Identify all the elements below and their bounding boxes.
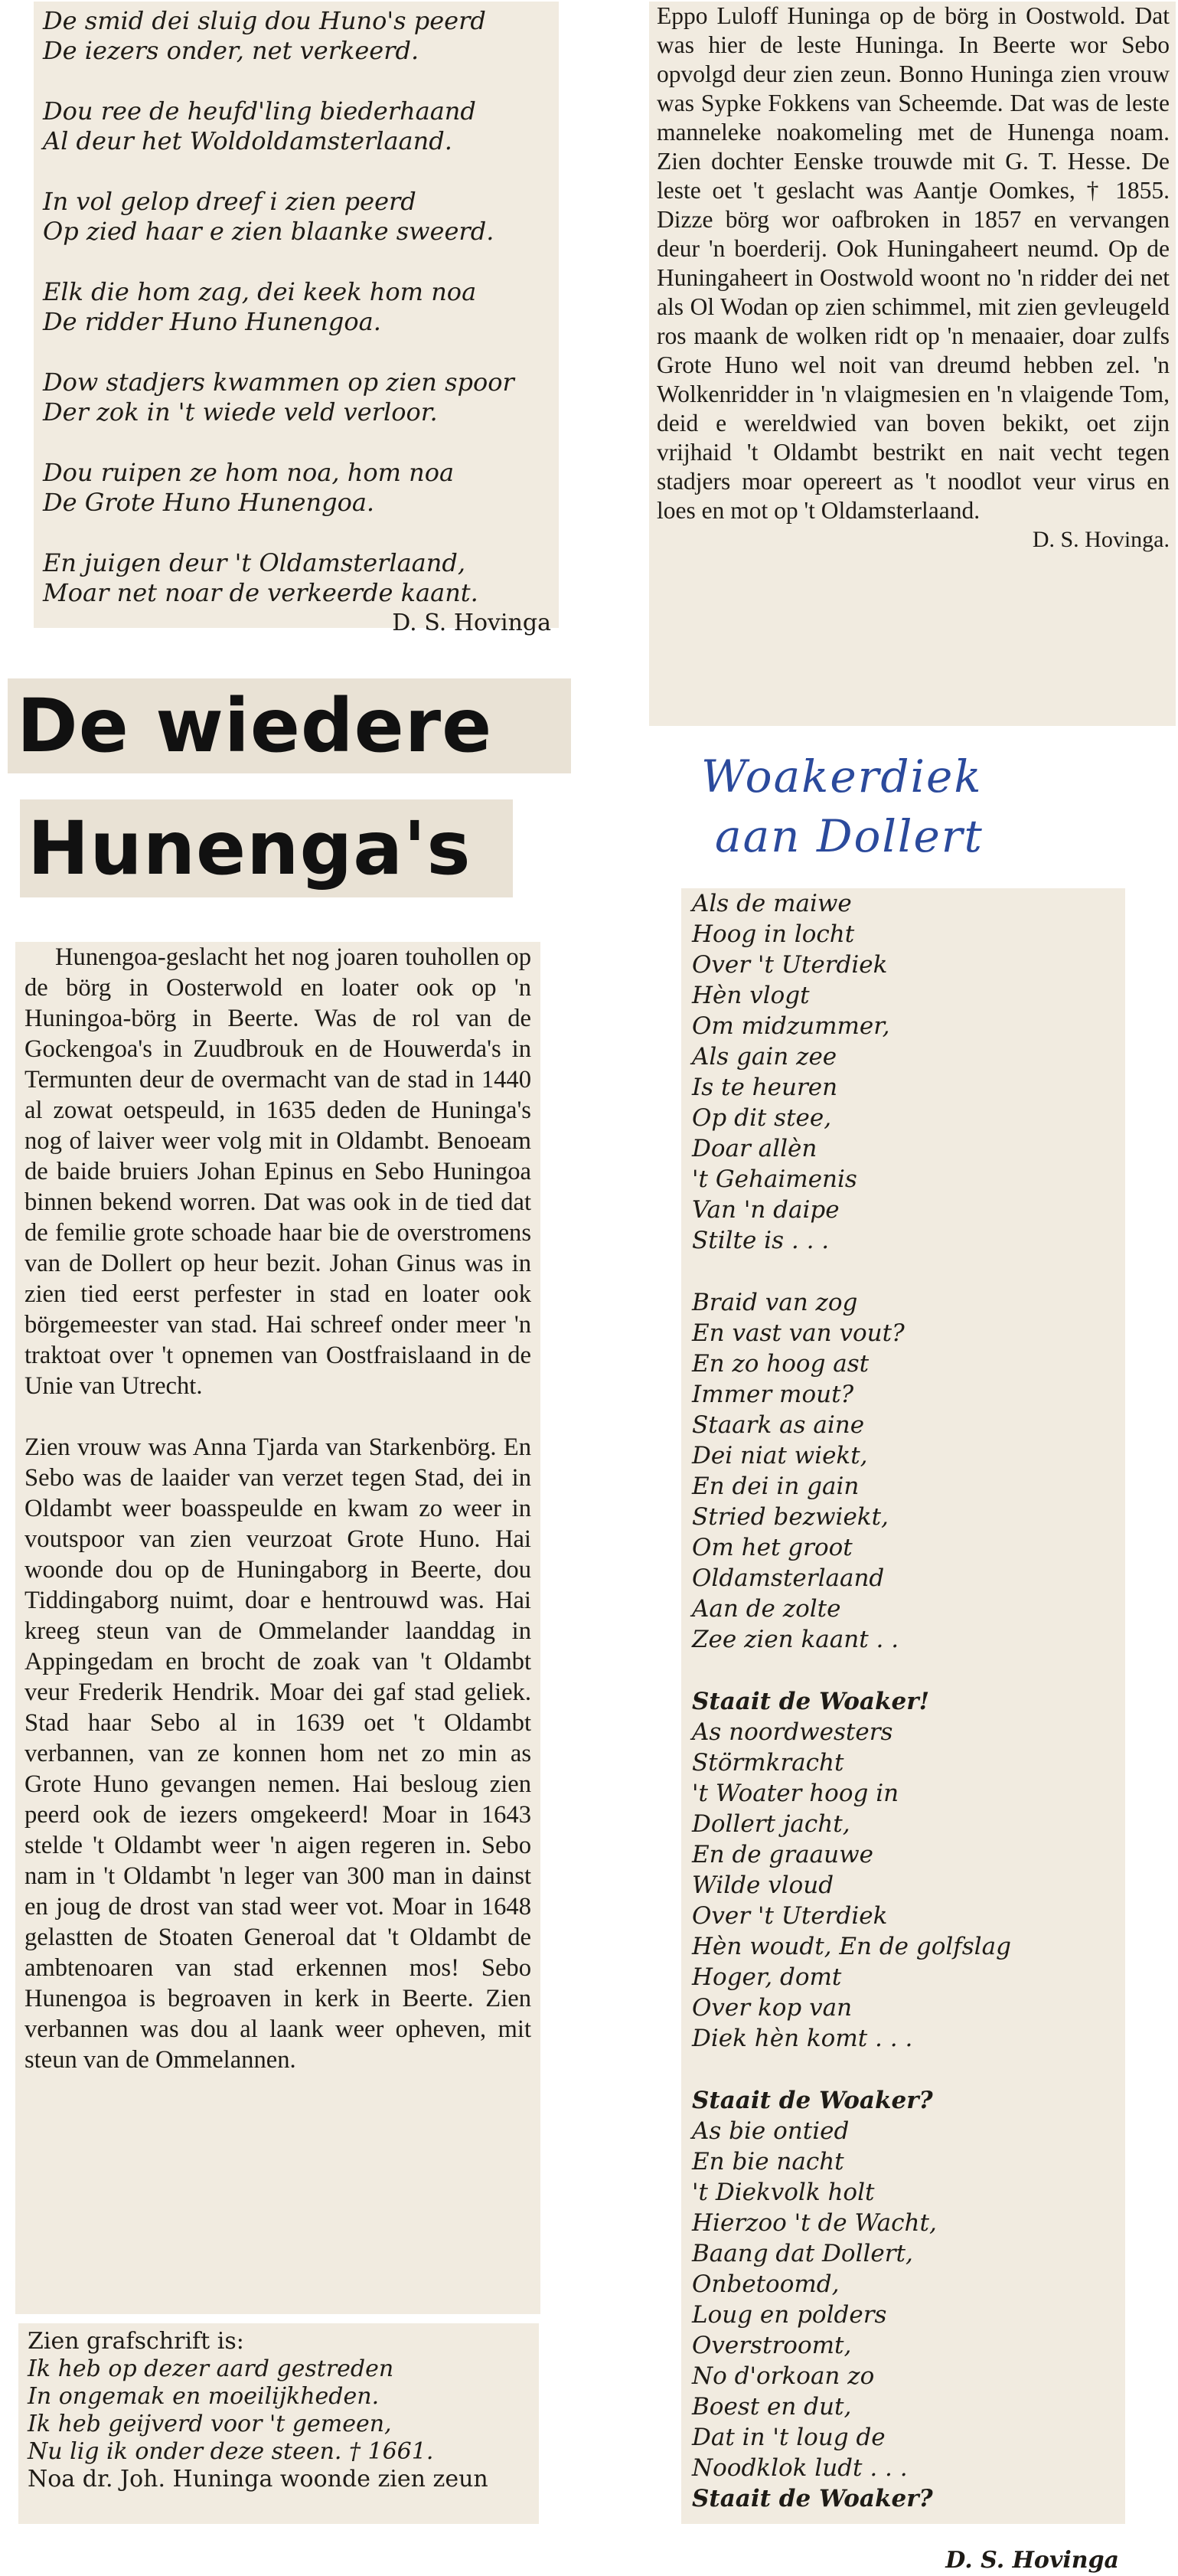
article-paragraph: Hunengoa-geslacht het nog joaren touhollen op de börg in Oosterwold en loater ook op 'n Huningoa-börg in Beerte. Was de rol van de Gockengoa's in Zuudbrouk en de Houwerda's in Termunten deur de overmacht van de stad in 1440 al zowat oetspeuld, in 1635 deden de Huninga's nog of laiver weer volg mit in Oldambt. Benoeam de baide bruiers Johan Epinus en Sebo Huningoa binnen bekend worren. Dat was ook in de tied dat de femilie grote schoade haar bie de overstromens van de Dollert op heur bezit. Johan Ginus was in zien tied eerst perfester in stad en loater ook börgemeester van stad. Hai schreef onder meer 'n traktoat over 't opnemen van Oostfraislaand in de Unie van Utrecht.	[24, 943, 531, 1400]
poem-line: Van 'n daipe	[692, 1196, 840, 1224]
poem-line: 't Woater hoog in	[692, 1780, 899, 1807]
poem-line: 't Gehaimenis	[692, 1165, 857, 1193]
poem-line: Hierzoo 't de Wacht,	[692, 2209, 937, 2237]
poem-line: Immer mout?	[692, 1381, 854, 1408]
headline-line1: De wiedere	[8, 678, 571, 773]
poem-top-stanza	[43, 368, 551, 427]
poem-line: Om midzummer,	[692, 1012, 890, 1040]
poem-line: Over 't Uterdiek	[692, 951, 888, 979]
poem-line: Dollert jacht,	[692, 1810, 850, 1838]
article-left-clipping	[15, 942, 540, 2314]
poem-top-clipping	[34, 2, 559, 636]
poem-line: Als de maiwe	[692, 890, 852, 917]
poem-line: Diek hèn komt . . .	[692, 2025, 913, 2052]
poem-top-stanza	[43, 6, 551, 66]
poem-top-stanza	[43, 187, 551, 247]
poem-line: En de graauwe	[692, 1841, 873, 1868]
poem-line: Overstroomt,	[692, 2332, 852, 2359]
poem-line: Dou ree de heufd'ling biederhaand	[43, 96, 476, 126]
poem-right-stanza	[692, 2085, 1119, 2514]
poem-line: Onbetoomd,	[692, 2270, 840, 2298]
epitaph-line: In ongemak en moeilijkheden.	[28, 2383, 380, 2410]
poem-line: Dow stadjers kwammen op zien spoor	[43, 368, 514, 397]
poem-line: Aan de zolte	[692, 1595, 841, 1623]
poem-line: Zee zien kaant . .	[692, 1626, 899, 1653]
epitaph-line: Ik heb geijverd voor 't gemeen,	[28, 2411, 392, 2437]
poem-line: Als gain zee	[692, 1043, 837, 1071]
poem-line: De Grote Huno Hunengoa.	[43, 488, 375, 517]
poem-top-stanzas	[43, 6, 551, 608]
epitaph-intro: Zien grafschrift is:	[28, 2328, 244, 2355]
poem-line: Elk die hom zag, dei keek hom noa	[43, 277, 477, 306]
epitaph-line: Nu lig ik onder deze steen. † 1661.	[28, 2438, 434, 2465]
poem-line: Oldamsterlaand	[692, 1564, 885, 1592]
poem-line: Staait de Woaker?	[692, 2087, 933, 2114]
poem-line: Staark as aine	[692, 1411, 865, 1439]
handwritten-title-line1: Woakerdiek	[701, 750, 983, 803]
poem-line: Stilte is . . .	[692, 1227, 830, 1254]
poem-line: En vast van vout?	[692, 1319, 905, 1347]
poem-line: Der zok in 't wiede veld verloor.	[43, 397, 438, 427]
poem-line: Störmkracht	[692, 1749, 844, 1777]
poem-line: Hèn woudt, En de golfslag	[692, 1933, 1011, 1960]
poem-line: Dou ruipen ze hom noa, hom noa	[43, 458, 455, 487]
poem-top-stanza	[43, 458, 551, 518]
epitaph-clipping	[18, 2323, 539, 2524]
article-paragraph: Zien vrouw was Anna Tjarda van Starkenbörg. En Sebo was de laaider van verzet tegen Stad, dei in Oldambt weer boasspeulde en kwam zo weer in voutspoor van zien veurzoat Grote Huno. Hai woonde dou op de Huningaborg in Beerte, dou Tiddingaborg nuimt, doar e hentrouwd was. Hai kreeg steun van de Ommelander laanddag in Appingedam en brocht de zoak van 't Oldambt veur Frederik Hendrik. Moar dei gaf stad geliek. Stad haar Sebo al in 1639 oet 't Oldambt verbannen, van ze konnen hom net zo min as Grote Huno gevangen nemen. Hai besloug zien peerd ook de iezers omgekeerd! Moar in 1643 stelde 't Oldambt weer 'n aigen regeren in. Sebo nam in 't Oldambt 'n leger van 300 man in dainst en joug de drost van stad weer vot. Moar in 1648 gelastten de Stoaten Generoal dat 't Oldambt de ambtenoaren van stad erkennen mos! Sebo Hunengoa is begroaven in kerk in Beerte. Zien verbannen was dou al laank weer opheven, mit steun van de Ommelannen.	[24, 1433, 531, 2074]
poem-line: Om het groot	[692, 1534, 853, 1561]
poem-right-stanzas	[692, 888, 1119, 2514]
poem-line: Braid van zog	[692, 1289, 858, 1316]
handwritten-title-line2: aan Dollert	[715, 810, 984, 862]
poem-line: Stried bezwiekt,	[692, 1503, 889, 1531]
poem-line: Staait de Woaker?	[692, 2485, 933, 2512]
poem-line: Staait de Woaker!	[692, 1688, 930, 1715]
poem-line: En juigen deur 't Oldamsterlaand,	[43, 548, 465, 577]
poem-top-stanza	[43, 277, 551, 337]
poem-right-stanza	[692, 1287, 1119, 1655]
article-right-text: Eppo Luloff Huninga op de börg in Oostwold. Dat was hier de leste Huninga. In Beerte wor Sebo opvolgd deur zien zeun. Bonno Huninga zien vrouw was Sypke Fokkens van Scheemde. Dat was de leste manneleke noakomeling met de Hunenga noam. Zien dochter Eenske trouwde mit G. T. Hesse. De leste oet 't geslacht was Aantje Oomkes, † 1855. Dizze börg wor oafbroken in 1857 en vervangen deur 'n boerderij. Ook Huningaheert neumd. Op de Huningaheert in Oostwold woont no 'n ridder dei net als Ol Wodan op zien schimmel, mit zien gevleugeld ros maank de wolken ridt op 'n menaaier, doar zulfs Grote Huno wel noit van dreumd hebben zel. 'n Wolkenridder in 'n vlaigmesien en 'n vlaigende Tom, deid e wereldwied van boven bekikt, oet zijn vrijhaid 't Oldambt bestrikt en nait vecht tegen stadjers moar opereert as 't noodlot veur virus en loes en mot op 't Oldamsterlaand.	[657, 2, 1170, 524]
article-right-clipping	[649, 2, 1176, 726]
poem-right-stanza	[692, 888, 1119, 1256]
poem-right-clipping	[681, 888, 1125, 2574]
poem-line: En bie nacht	[692, 2148, 844, 2176]
poem-line: Op dit stee,	[692, 1104, 832, 1132]
poem-line: Baang dat Dollert,	[692, 2240, 913, 2267]
article-right-signature: D. S. Hovinga.	[1032, 527, 1170, 552]
poem-line: En zo hoog ast	[692, 1350, 870, 1378]
poem-line: In vol gelop dreef i zien peerd	[43, 187, 416, 216]
poem-line: No d'orkoan zo	[692, 2362, 875, 2390]
poem-right-signature: D. S. Hovinga	[945, 2547, 1119, 2574]
epitaph-line: Ik heb op dezer aard gestreden	[28, 2355, 394, 2382]
poem-line: Noodklok ludt . . .	[692, 2454, 908, 2482]
poem-top-stanza	[43, 96, 551, 156]
poem-line: Dei niat wiekt,	[692, 1442, 868, 1469]
poem-line: As noordwesters	[692, 1718, 893, 1746]
poem-line: Hèn vlogt	[692, 982, 810, 1009]
poem-line: As bie ontied	[692, 2117, 850, 2145]
poem-line: Hoger, domt	[692, 1963, 842, 1991]
poem-line: Wilde vloud	[692, 1872, 834, 1899]
headline-line2: Hunenga's	[20, 799, 513, 897]
poem-line: Dat in 't loug de	[692, 2424, 886, 2451]
epitaph-lines	[28, 2355, 530, 2466]
poem-line: Loug en polders	[692, 2301, 887, 2329]
poem-line: Over kop van	[692, 1994, 853, 2022]
poem-line: De ridder Huno Hunengoa.	[43, 307, 381, 336]
poem-line: En dei in gain	[692, 1473, 860, 1500]
poem-line: Is te heuren	[692, 1074, 838, 1101]
poem-top-stanza	[43, 548, 551, 608]
poem-line: Op zied haar e zien blaanke sweerd.	[43, 217, 494, 246]
poem-top-signature: D. S. Hovinga	[392, 610, 551, 636]
poem-line: 't Diekvolk holt	[692, 2179, 875, 2206]
poem-line: Al deur het Woldoldamsterlaand.	[43, 126, 452, 155]
epitaph-tail: Noa dr. Joh. Huninga woonde zien zeun	[28, 2466, 488, 2493]
article-left-body	[24, 942, 531, 2075]
poem-line: De smid dei sluig dou Huno's peerd	[43, 6, 486, 35]
poem-line: Boest en dut,	[692, 2393, 852, 2421]
poem-line: De iezers onder, net verkeerd.	[43, 36, 419, 65]
poem-line: Doar allèn	[692, 1135, 817, 1162]
poem-line: Moar net noar de verkeerde kaant.	[43, 578, 478, 607]
poem-right-stanza	[692, 1686, 1119, 2054]
poem-line: Hoog in locht	[692, 920, 855, 948]
poem-line: Over 't Uterdiek	[692, 1902, 888, 1930]
